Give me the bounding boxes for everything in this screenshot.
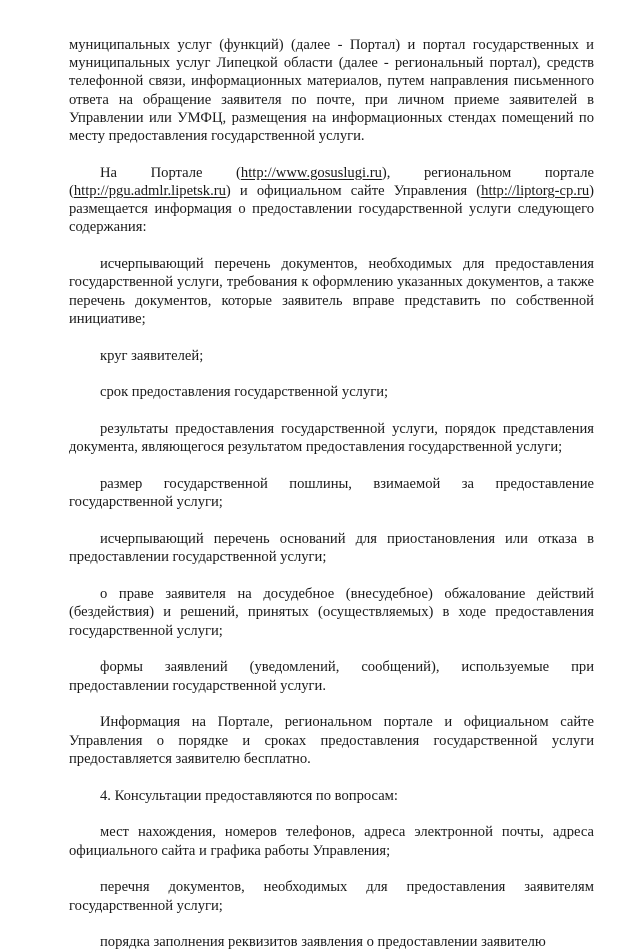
- list-item-results: результаты предоставления государственной услуги, порядок представления документа, являющегося результатом предоставления государственной услуги;: [69, 421, 594, 456]
- list-item-duty: размер государственной пошлины, взимаемой за предоставление государственной услуги;: [69, 476, 594, 511]
- official-site-link[interactable]: http://liptorg-cp.ru: [481, 183, 590, 200]
- list-item-applicants: круг заявителей;: [100, 347, 204, 364]
- list-item-appeal-right: о праве заявителя на досудебное (внесудебное) обжалование действий (бездействия) и решений, принятых (осуществляемых) в ходе предоставления государственной услуги;: [69, 586, 594, 639]
- list-item-documents: исчерпывающий перечень документов, необходимых для предоставления государственной услуги, требования к оформлению указанных документов, а также перечень документов, которые заявитель вправе представить по собственной инициативе;: [69, 256, 594, 327]
- list-item-refusal-grounds: исчерпывающий перечень оснований для приостановления или отказа в предоставлении государственной услуги;: [69, 531, 594, 566]
- regional-portal-link[interactable]: http://pgu.admlr.lipetsk.ru: [73, 183, 226, 200]
- section-4-heading: 4. Консультации предоставляются по вопросам:: [100, 787, 398, 804]
- paragraph-2-text-d: ) размещается информация о предоставлении государственной услуги следующего содержания:: [69, 183, 594, 236]
- paragraph-1: муниципальных услуг (функций) (далее - Портал) и портал государственных и муниципальных услуг Липецкой области (далее - региональный портал), средств телефонной связи, информационных материалов, путем направления письменного ответа на обращение заявителя по почте, при личном приеме заявителей в Управлении или УМФЦ, размещения на информационных стендах помещений по месту предоставления государственной услуги.: [69, 37, 594, 145]
- paragraph-2-text-b: ), региональном портале (: [69, 164, 594, 200]
- paragraph-2-text-a: На Портале (: [100, 164, 241, 181]
- gosuslugi-link[interactable]: http://www.gosuslugi.ru: [240, 164, 382, 181]
- list-item-term: срок предоставления государственной услуги;: [100, 384, 389, 401]
- list-item-documents-list: перечня документов, необходимых для предоставления заявителям государственной услуги;: [69, 879, 594, 914]
- paragraph-free-info: Информация на Портале, региональном портале и официальном сайте Управления о порядке и сроках предоставления государственной услуги предоставляется заявителю бесплатно.: [69, 714, 594, 767]
- list-item-location: мест нахождения, номеров телефонов, адреса электронной почты, адреса официального сайта и графика работы Управления;: [69, 824, 594, 859]
- paragraph-2-text-c: ) и официальном сайте Управления (: [225, 183, 482, 200]
- document-page: [69, 36, 594, 952]
- list-item-form-filling: порядка заполнения реквизитов заявления о предоставлении заявителю: [100, 934, 546, 951]
- paragraph-2: [69, 164, 594, 237]
- list-item-forms: формы заявлений (уведомлений, сообщений), используемые при предоставлении государственной услуги.: [69, 659, 594, 694]
